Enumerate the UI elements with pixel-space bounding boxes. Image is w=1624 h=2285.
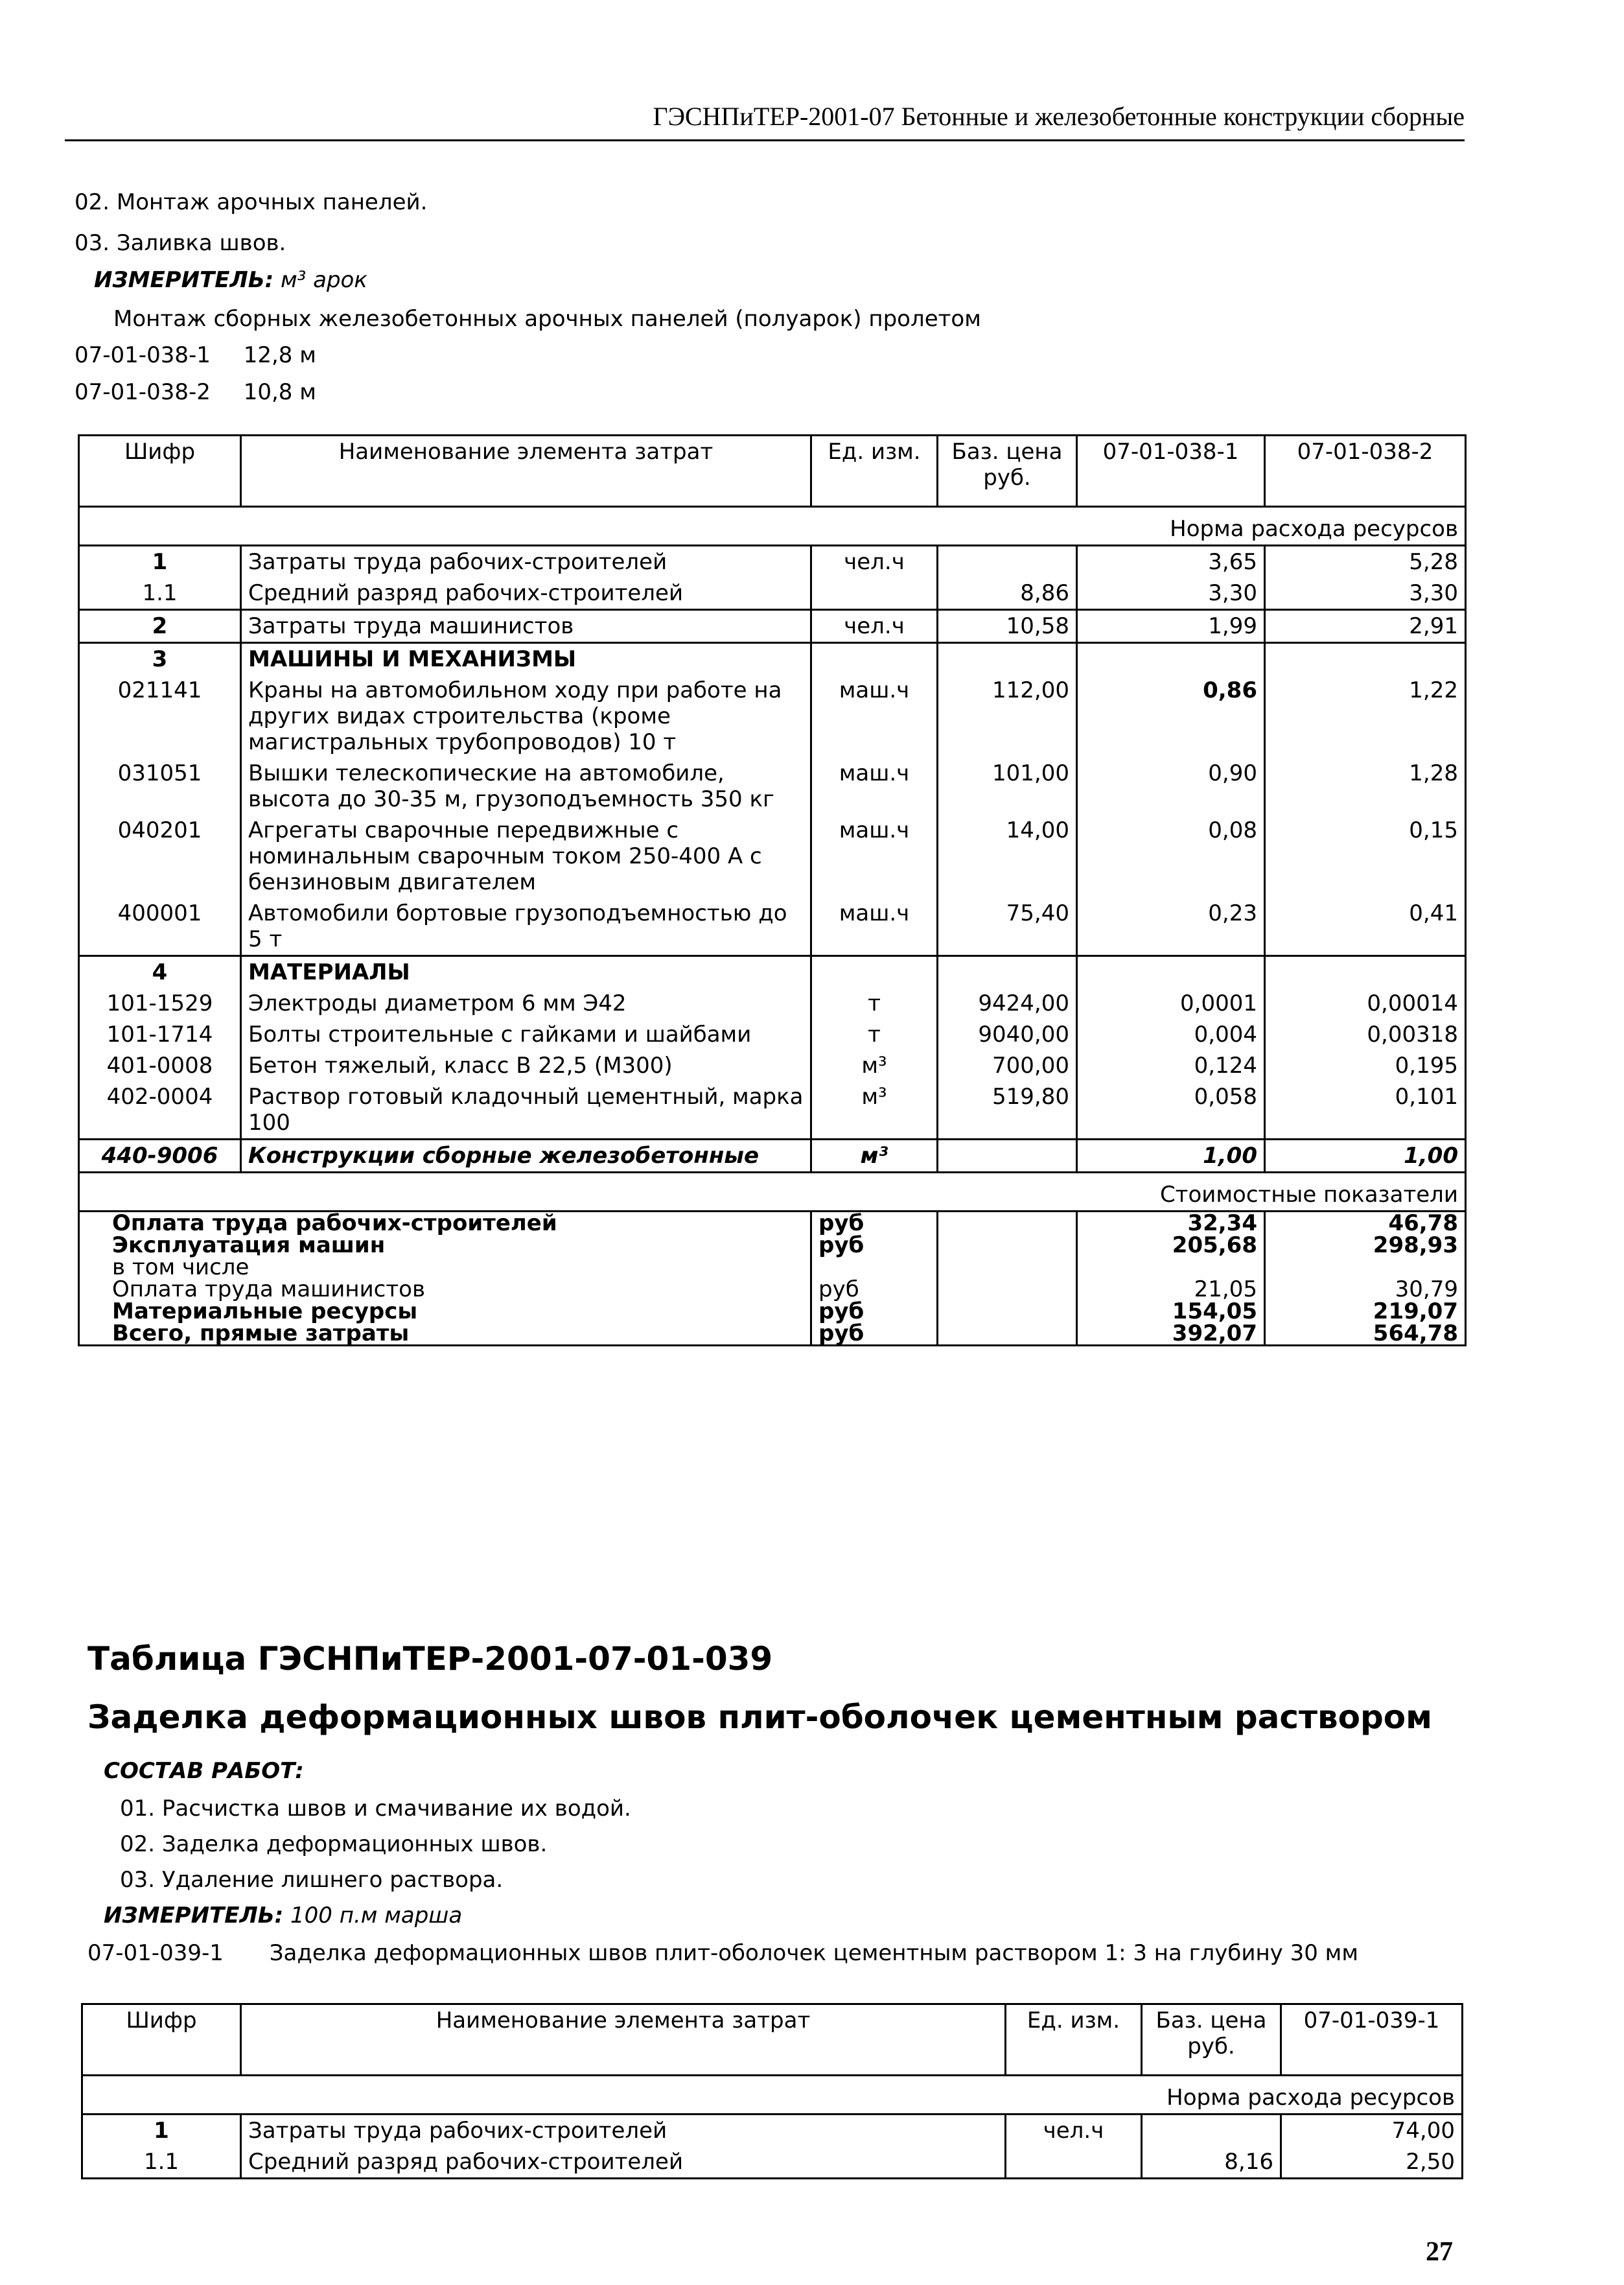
work-step-3: 03. Удаление лишнего раствора. [120, 1867, 504, 1893]
running-header: ГЭСНПиТЕР-2001-07 Бетонные и железобетонные конструкции сборные [65, 94, 1465, 141]
cost-value-038-2: 564,78 [1265, 1322, 1466, 1346]
code-line-1 [75, 342, 316, 368]
work-step-2: 02. Монтаж арочных панелей. [75, 189, 428, 215]
row-name: МАТЕРИАЛЫ [241, 956, 811, 989]
row-price: 112,00 [938, 675, 1077, 758]
row-value-038-1: 0,86 [1077, 675, 1265, 758]
row-value-038-1: 0,124 [1077, 1050, 1265, 1081]
table-row [79, 675, 1466, 758]
row-code: 1 [79, 546, 241, 578]
code-description: Заделка деформационных швов плит-оболочек цементным раствором 1: 3 на глубину 30 мм [269, 1940, 1358, 1966]
row-unit [811, 578, 938, 610]
row-value-038-2: 0,101 [1265, 1081, 1466, 1140]
row-value-038-1: 0,058 [1077, 1081, 1265, 1140]
row-unit: маш.ч [811, 898, 938, 956]
row-value-038-1 [1077, 956, 1265, 989]
row-value-038-2: 1,00 [1265, 1140, 1466, 1173]
cost-value-038-1 [1077, 1256, 1265, 1278]
cost-price [938, 1212, 1077, 1235]
row-name: Электроды диаметром 6 мм Э42 [241, 988, 811, 1019]
cost-name: в том числе [79, 1256, 811, 1278]
table-row [79, 1140, 1466, 1173]
row-value-038-1: 0,90 [1077, 758, 1265, 815]
cost-name: Всего, прямые затраты [79, 1322, 811, 1346]
row-value-038-2: 3,30 [1265, 578, 1466, 610]
row-code: 402-0004 [79, 1081, 241, 1140]
row-value-038-1: 0,0001 [1077, 988, 1265, 1019]
table-row [79, 956, 1466, 989]
row-code: 101-1529 [79, 988, 241, 1019]
row-value-038-2: 0,15 [1265, 815, 1466, 898]
row-value-038-2: 0,00318 [1265, 1019, 1466, 1050]
row-value-038-1: 3,65 [1077, 546, 1265, 578]
cost-value-038-1: 21,05 [1077, 1278, 1265, 1300]
norm-label: Норма расхода ресурсов [79, 507, 1466, 546]
row-unit: м³ [811, 1140, 938, 1173]
cost-row [79, 1256, 1466, 1278]
col-header-039-1: 07-01-039-1 [1281, 2004, 1463, 2076]
row-code: 3 [79, 643, 241, 675]
norm-label-row [79, 507, 1466, 546]
row-value-038-1: 3,30 [1077, 578, 1265, 610]
table-row [79, 1050, 1466, 1081]
row-unit: т [811, 1019, 938, 1050]
row-code: 040201 [79, 815, 241, 898]
row-value-038-1: 1,00 [1077, 1140, 1265, 1173]
table-row [79, 610, 1466, 643]
row-price [938, 1140, 1077, 1173]
cost-unit: руб [811, 1278, 938, 1300]
cost-row [79, 1322, 1466, 1346]
meter-value: м³ арок [281, 267, 367, 293]
row-unit: т [811, 988, 938, 1019]
cost-price [938, 1278, 1077, 1300]
work-step-1: 01. Расчистка швов и смачивание их водой. [120, 1796, 631, 1822]
cost-row [79, 1234, 1466, 1256]
cost-price [938, 1234, 1077, 1256]
row-value-038-1: 0,08 [1077, 815, 1265, 898]
table-header-row [82, 2004, 1463, 2076]
row-unit: маш.ч [811, 758, 938, 815]
resource-table-039 [81, 2003, 1463, 2179]
table-subtitle: Заделка деформационных швов плит-оболочек цементным раствором [87, 1698, 1433, 1736]
row-code: 1 [82, 2115, 241, 2147]
row-price: 700,00 [938, 1050, 1077, 1081]
row-value-038-1: 0,004 [1077, 1019, 1265, 1050]
row-code: 4 [79, 956, 241, 989]
cost-name: Оплата труда машинистов [79, 1278, 811, 1300]
code-line-2 [75, 379, 316, 405]
row-price: 9424,00 [938, 988, 1077, 1019]
row-value-038-2: 1,28 [1265, 758, 1466, 815]
table-row [79, 578, 1466, 610]
cost-value-038-2: 46,78 [1265, 1212, 1466, 1235]
row-name: Автомобили бортовые грузоподъемностью до 5 т [241, 898, 811, 956]
col-header-unit: Ед. изм. [811, 436, 938, 507]
cost-row [79, 1212, 1466, 1235]
row-value-038-1 [1077, 643, 1265, 675]
row-name: Вышки телескопические на автомобиле, высота до 30-35 м, грузоподъемность 350 кг [241, 758, 811, 815]
row-name: Конструкции сборные железобетонные [241, 1140, 811, 1173]
cost-row [79, 1278, 1466, 1300]
row-unit: чел.ч [1006, 2115, 1142, 2147]
cost-price [938, 1256, 1077, 1278]
cost-label-row [79, 1173, 1466, 1212]
table-row [79, 1019, 1466, 1050]
col-header-name: Наименование элемента затрат [241, 436, 811, 507]
row-unit: чел.ч [811, 546, 938, 578]
cost-unit: руб [811, 1322, 938, 1346]
row-code: 101-1714 [79, 1019, 241, 1050]
col-header-038-2: 07-01-038-2 [1265, 436, 1466, 507]
row-name: Бетон тяжелый, класс В 22,5 (М300) [241, 1050, 811, 1081]
code-value: 10,8 м [243, 379, 316, 405]
row-value-038-2: 2,91 [1265, 610, 1466, 643]
table-row [79, 546, 1466, 578]
cost-price [938, 1300, 1077, 1322]
cost-value-038-2 [1265, 1256, 1466, 1278]
row-code: 031051 [79, 758, 241, 815]
row-price: 8,86 [938, 578, 1077, 610]
cost-unit: руб [811, 1212, 938, 1235]
table-row [79, 988, 1466, 1019]
code: 07-01-039-1 [87, 1940, 224, 1966]
row-unit [811, 956, 938, 989]
row-price [938, 546, 1077, 578]
meter-value: 100 п.м марша [290, 1903, 463, 1928]
table-row [79, 643, 1466, 675]
row-name: Болты строительные с гайками и шайбами [241, 1019, 811, 1050]
row-value-038-2: 0,195 [1265, 1050, 1466, 1081]
row-value-038-2 [1265, 956, 1466, 989]
col-header-price: Баз. цена руб. [938, 436, 1077, 507]
row-code: 2 [79, 610, 241, 643]
row-value-038-1: 1,99 [1077, 610, 1265, 643]
cost-value-038-1: 205,68 [1077, 1234, 1265, 1256]
row-unit [811, 643, 938, 675]
row-code: 400001 [79, 898, 241, 956]
row-code: 021141 [79, 675, 241, 758]
row-name: Затраты труда машинистов [241, 610, 811, 643]
cost-value-038-1: 32,34 [1077, 1212, 1265, 1235]
cost-name: Оплата труда рабочих-строителей [79, 1212, 811, 1235]
row-unit [1006, 2146, 1142, 2179]
intro-text: Монтаж сборных железобетонных арочных панелей (полуарок) пролетом [113, 306, 981, 332]
row-value-038-2: 0,41 [1265, 898, 1466, 956]
row-price: 10,58 [938, 610, 1077, 643]
col-header-name: Наименование элемента затрат [241, 2004, 1006, 2076]
row-price: 101,00 [938, 758, 1077, 815]
cost-value-038-2: 30,79 [1265, 1278, 1466, 1300]
cost-value-038-1: 392,07 [1077, 1322, 1265, 1346]
row-value-039-1: 2,50 [1281, 2146, 1463, 2179]
cost-row [79, 1300, 1466, 1322]
table-title: Таблица ГЭСНПиТЕР-2001-07-01-039 [87, 1640, 773, 1678]
resource-table-038 [78, 434, 1467, 1346]
cost-value-038-1: 154,05 [1077, 1300, 1265, 1322]
table-row [79, 758, 1466, 815]
row-code: 440-9006 [79, 1140, 241, 1173]
row-value-038-2 [1265, 643, 1466, 675]
row-name: Агрегаты сварочные передвижные с номинальным сварочным током 250-400 А с бензиновым двигателем [241, 815, 811, 898]
row-price: 519,80 [938, 1081, 1077, 1140]
table-body [82, 2115, 1463, 2179]
works-label: СОСТАВ РАБОТ: [104, 1758, 304, 1784]
table-header-row [79, 436, 1466, 507]
cost-price [938, 1322, 1077, 1346]
table-row [82, 2146, 1463, 2179]
row-price: 14,00 [938, 815, 1077, 898]
cost-unit [811, 1256, 938, 1278]
row-name: Раствор готовый кладочный цементный, марка 100 [241, 1081, 811, 1140]
code: 07-01-038-1 [75, 342, 211, 368]
row-unit: чел.ч [811, 610, 938, 643]
code-value: 12,8 м [243, 342, 316, 368]
row-name: Средний разряд рабочих-строителей [241, 2146, 1006, 2179]
row-value-038-1: 0,23 [1077, 898, 1265, 956]
row-price [1142, 2115, 1281, 2147]
col-header-price: Баз. цена руб. [1142, 2004, 1281, 2076]
cost-body [79, 1212, 1466, 1346]
row-value-039-1: 74,00 [1281, 2115, 1463, 2147]
meter-line [94, 267, 367, 293]
row-value-038-2: 0,00014 [1265, 988, 1466, 1019]
row-code: 1.1 [79, 578, 241, 610]
row-name: Средний разряд рабочих-строителей [241, 578, 811, 610]
row-unit: маш.ч [811, 675, 938, 758]
work-step-3: 03. Заливка швов. [75, 230, 286, 256]
row-name: Затраты труда рабочих-строителей [241, 546, 811, 578]
meter-label: ИЗМЕРИТЕЛЬ: [104, 1903, 284, 1928]
row-unit: маш.ч [811, 815, 938, 898]
col-header-unit: Ед. изм. [1006, 2004, 1142, 2076]
table-body [79, 546, 1466, 1173]
cost-value-038-2: 298,93 [1265, 1234, 1466, 1256]
table-row [79, 898, 1466, 956]
row-price [938, 956, 1077, 989]
col-header-038-1: 07-01-038-1 [1077, 436, 1265, 507]
cost-unit: руб [811, 1300, 938, 1322]
cost-value-038-2: 219,07 [1265, 1300, 1466, 1322]
meter-line [104, 1903, 462, 1928]
row-name: Краны на автомобильном ходу при работе на других видах строительства (кроме магистральных трубопроводов) 10 т [241, 675, 811, 758]
cost-name: Материальные ресурсы [79, 1300, 811, 1322]
row-unit: м³ [811, 1081, 938, 1140]
norm-label-row [82, 2076, 1463, 2115]
row-value-038-2: 5,28 [1265, 546, 1466, 578]
row-name: Затраты труда рабочих-строителей [241, 2115, 1006, 2147]
row-value-038-2: 1,22 [1265, 675, 1466, 758]
row-unit: м³ [811, 1050, 938, 1081]
col-header-code: Шифр [79, 436, 241, 507]
table-row [79, 1081, 1466, 1140]
row-price [938, 643, 1077, 675]
work-step-2: 02. Заделка деформационных швов. [120, 1831, 548, 1857]
cost-label: Стоимостные показатели [79, 1173, 1466, 1212]
table-row [79, 815, 1466, 898]
meter-label: ИЗМЕРИТЕЛЬ: [94, 267, 274, 293]
row-code: 401-0008 [79, 1050, 241, 1081]
code-line [87, 1940, 1358, 1966]
page-number: 27 [1426, 2237, 1453, 2267]
row-price: 9040,00 [938, 1019, 1077, 1050]
cost-name: Эксплуатация машин [79, 1234, 811, 1256]
col-header-code: Шифр [82, 2004, 241, 2076]
code: 07-01-038-2 [75, 379, 211, 405]
norm-label: Норма расхода ресурсов [82, 2076, 1463, 2115]
row-code: 1.1 [82, 2146, 241, 2179]
row-price: 8,16 [1142, 2146, 1281, 2179]
row-name: МАШИНЫ И МЕХАНИЗМЫ [241, 643, 811, 675]
cost-unit: руб [811, 1234, 938, 1256]
table-row [82, 2115, 1463, 2147]
row-price: 75,40 [938, 898, 1077, 956]
